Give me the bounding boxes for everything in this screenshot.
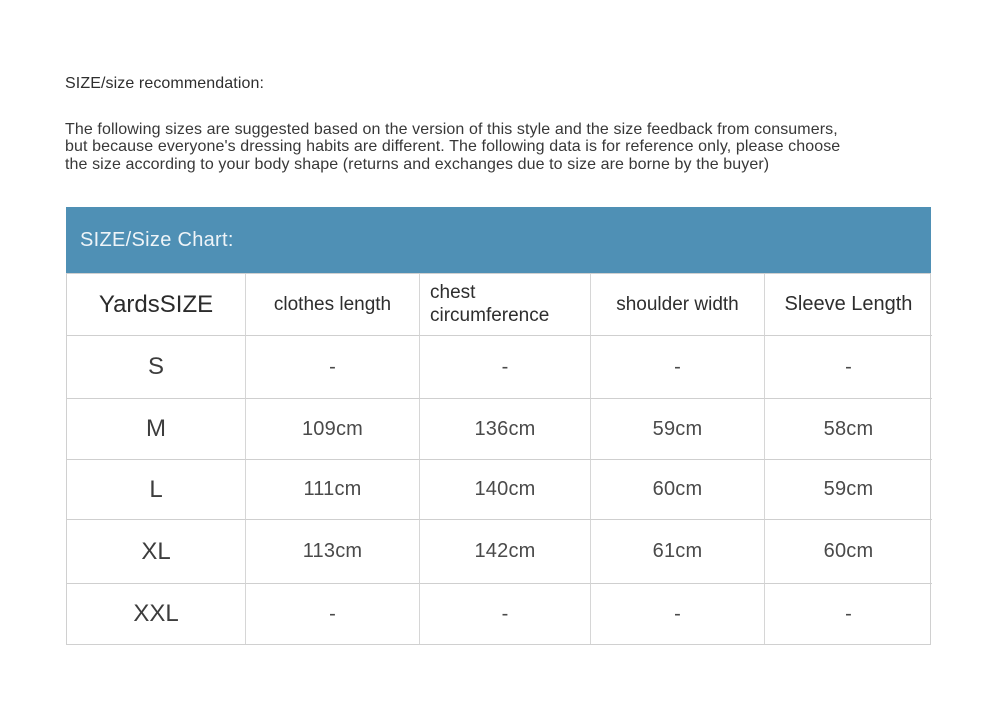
column-header-shoulder-width: shoulder width bbox=[590, 274, 764, 335]
column-header-clothes-length: clothes length bbox=[245, 274, 419, 335]
shoulder-width-cell: - bbox=[590, 583, 764, 644]
shoulder-width-cell: - bbox=[590, 335, 764, 398]
chest-circumference-cell: 136cm bbox=[419, 398, 590, 459]
clothes-length-cell: 111cm bbox=[245, 459, 419, 519]
size-chart-banner bbox=[66, 207, 931, 273]
shoulder-width-cell: 59cm bbox=[590, 398, 764, 459]
shoulder-width-cell: 60cm bbox=[590, 459, 764, 519]
clothes-length-cell: 113cm bbox=[245, 519, 419, 583]
chest-circumference-cell: - bbox=[419, 583, 590, 644]
chest-circumference-cell: 142cm bbox=[419, 519, 590, 583]
size-cell: XL bbox=[67, 519, 245, 583]
sleeve-length-cell: - bbox=[764, 335, 932, 398]
size-chart-banner-title: SIZE/Size Chart: bbox=[80, 228, 234, 251]
disclaimer-line: the size according to your body shape (returns and exchanges due to size are borne by the buyer) bbox=[65, 155, 770, 173]
size-cell: M bbox=[67, 398, 245, 459]
chest-circumference-cell: - bbox=[419, 335, 590, 398]
sleeve-length-cell: 59cm bbox=[764, 459, 932, 519]
sleeve-length-cell: 60cm bbox=[764, 519, 932, 583]
column-header-chest-circumference: chest circumference bbox=[419, 274, 590, 335]
clothes-length-cell: - bbox=[245, 335, 419, 398]
size-disclaimer-paragraph bbox=[65, 121, 945, 173]
sleeve-length-cell: - bbox=[764, 583, 932, 644]
column-header-yards-size: YardsSIZE bbox=[98, 290, 214, 318]
page-title: SIZE/size recommendation: bbox=[65, 75, 265, 92]
disclaimer-line: The following sizes are suggested based on the version of this style and the size feedback from consumers, bbox=[65, 121, 838, 138]
size-chart-table bbox=[66, 273, 931, 645]
clothes-length-cell: - bbox=[245, 583, 419, 644]
shoulder-width-cell: 61cm bbox=[590, 519, 764, 583]
column-header-sleeve-length: Sleeve Length bbox=[764, 274, 932, 335]
size-cell: S bbox=[67, 335, 245, 398]
size-cell: L bbox=[67, 459, 245, 519]
size-cell: XXL bbox=[67, 583, 245, 644]
chest-circumference-cell: 140cm bbox=[419, 459, 590, 519]
clothes-length-cell: 109cm bbox=[245, 398, 419, 459]
disclaimer-line: but because everyone's dressing habits are different. The following data is for reference only, please choose bbox=[65, 138, 841, 156]
sleeve-length-cell: 58cm bbox=[764, 398, 932, 459]
